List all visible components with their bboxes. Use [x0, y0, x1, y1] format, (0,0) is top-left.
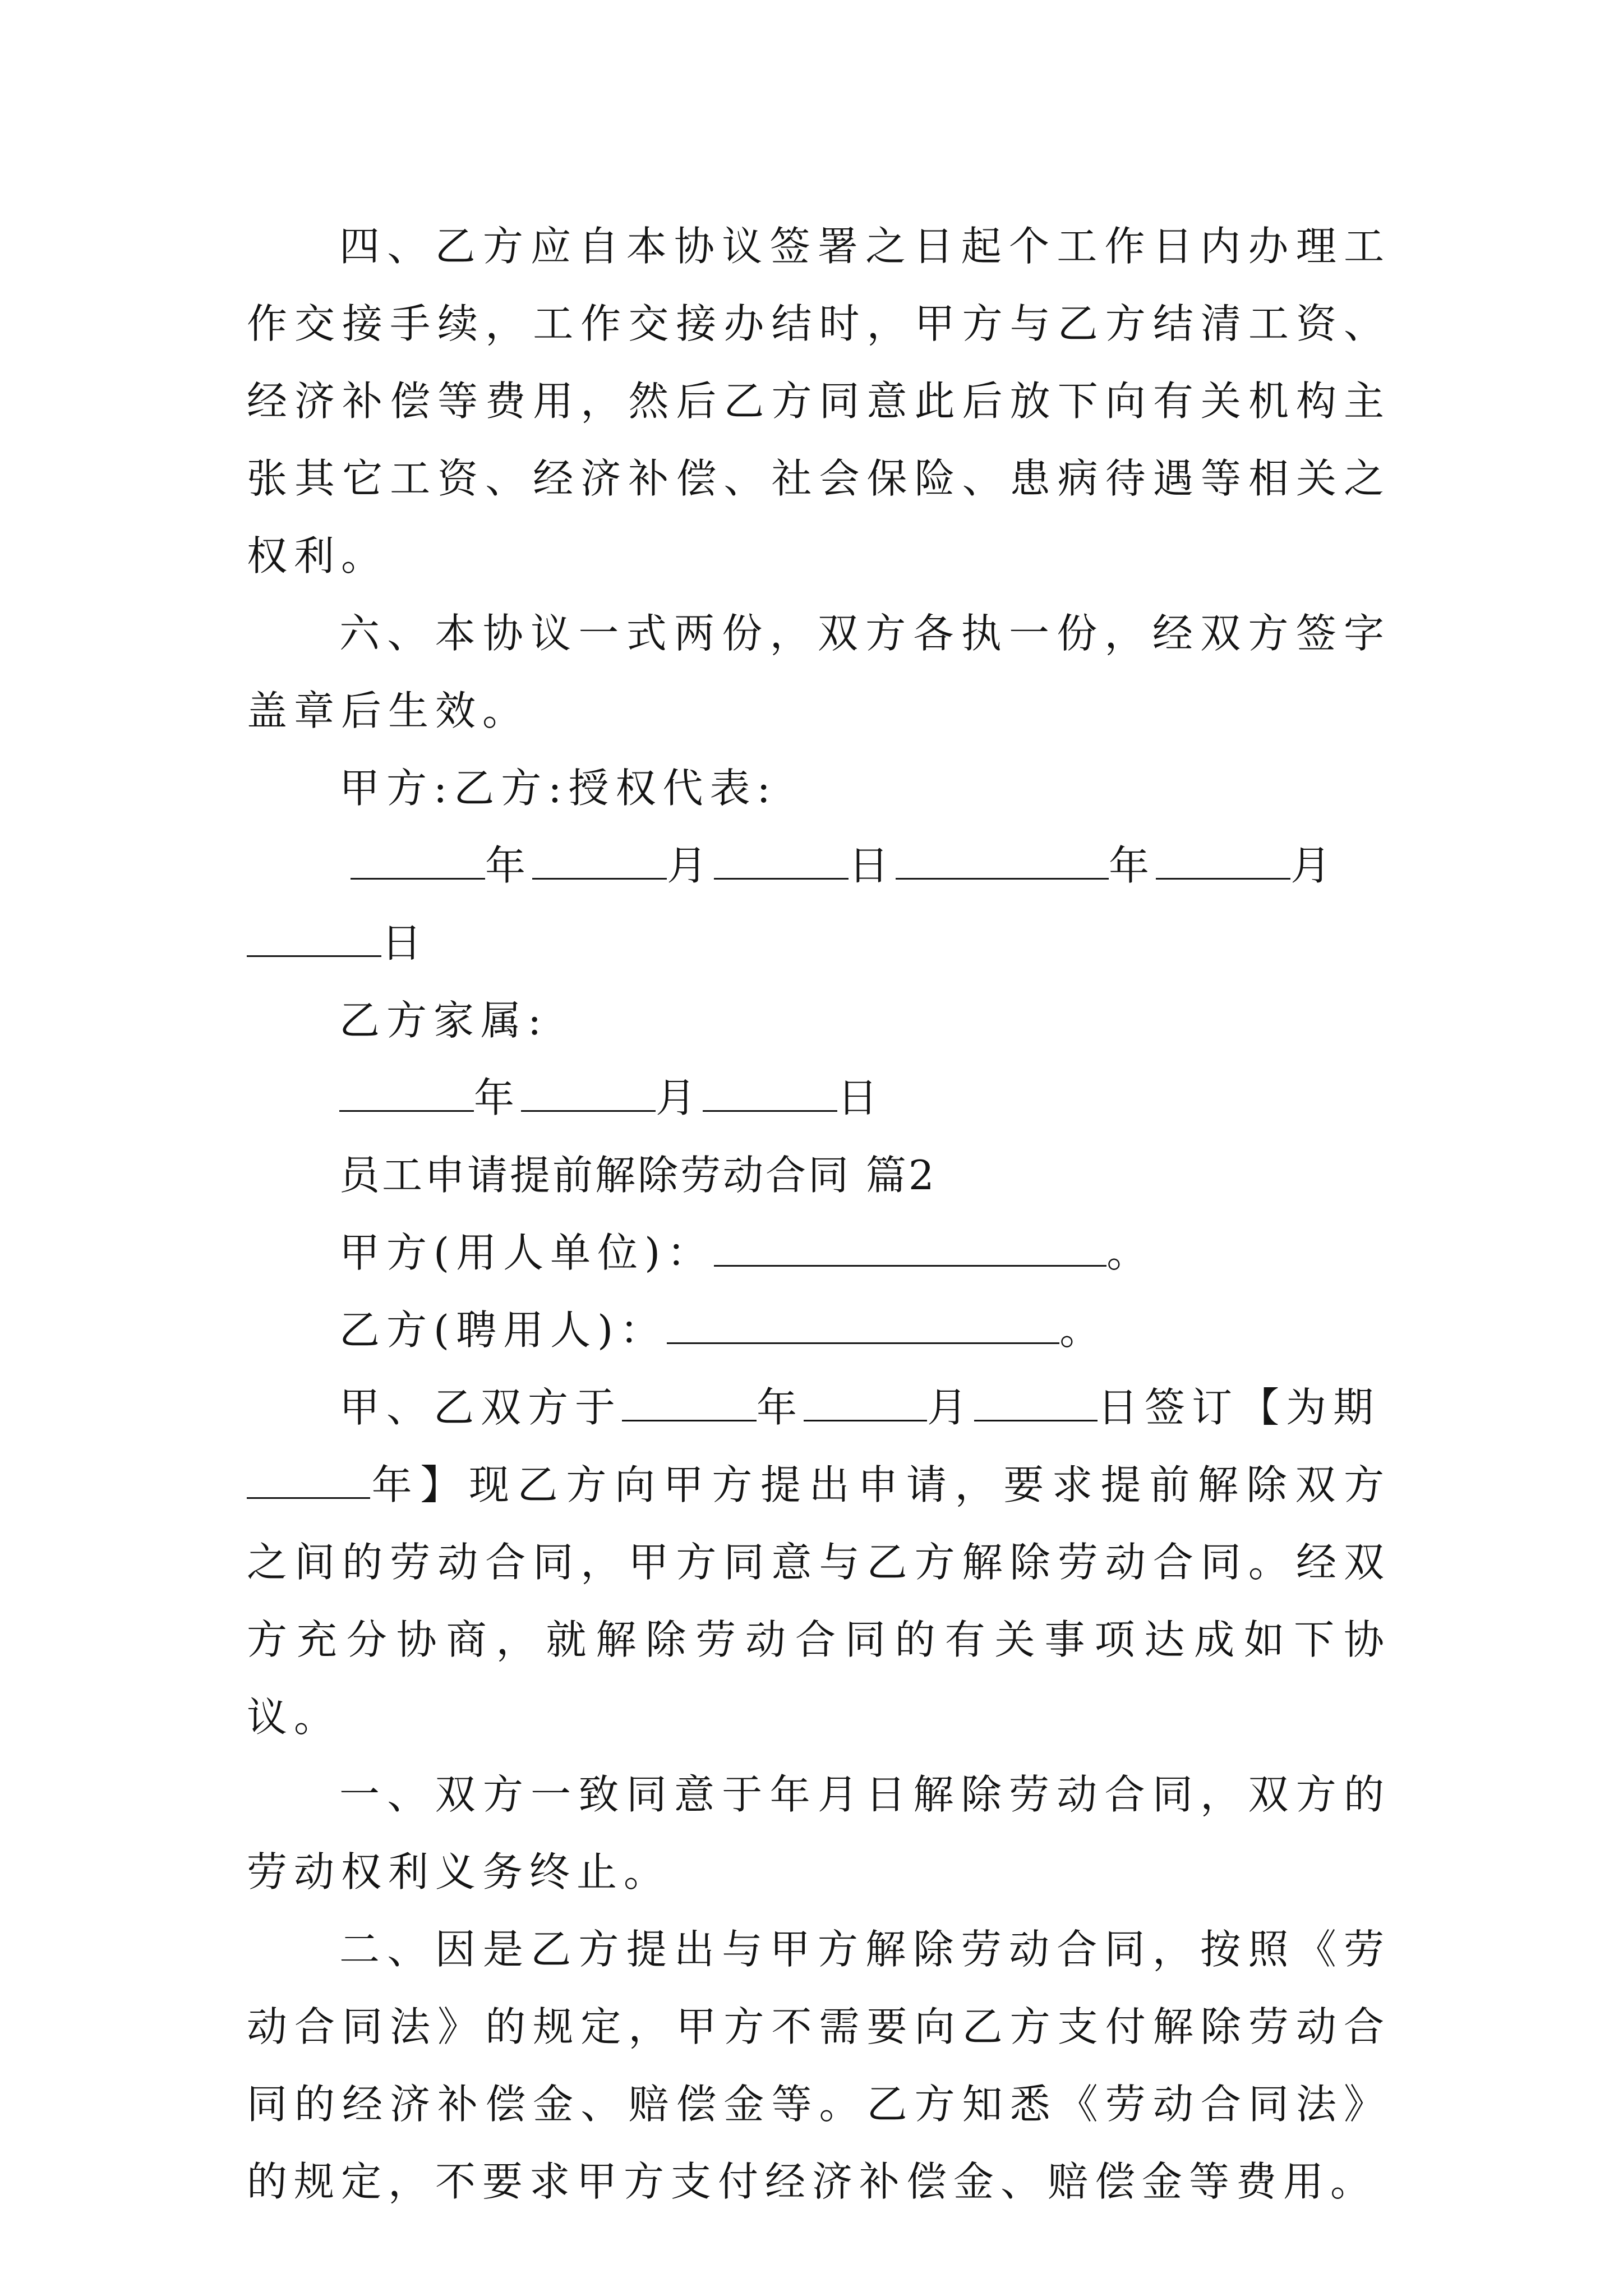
month-label: 月: [667, 842, 714, 889]
year-blank: [622, 1386, 757, 1421]
party-b-line: [247, 1291, 1391, 1369]
period: 。: [1106, 1229, 1154, 1276]
section-title: 员工申请提前解除劳动合同 篇2: [339, 1152, 937, 1199]
year-label: 年: [474, 1074, 522, 1121]
year-label: 年: [485, 842, 533, 889]
year-blank: [896, 844, 1109, 880]
month-label: 月: [1290, 842, 1338, 889]
year-blank: [351, 844, 485, 880]
month-blank: [1156, 844, 1290, 880]
sign-intro-line: [247, 1369, 1391, 1446]
day-label: 日: [837, 1074, 885, 1121]
party-b-blank: [667, 1309, 1059, 1344]
party-b-label: 乙方(聘用人)：: [339, 1306, 667, 1354]
month-blank: [521, 1076, 656, 1112]
signature-line: 甲方:乙方:授权代表:: [339, 765, 777, 812]
clause-one: 一、双方一致同意于年月日解除劳动合同，双方的劳动权利义务终止。: [247, 1771, 1391, 1895]
clause-six: 六、本协议一式两份，双方各执一份，经双方签字盖章后生效。: [247, 610, 1391, 734]
day-blank: [714, 844, 849, 880]
clause-two: 二、因是乙方提出与甲方解除劳动合同，按照《劳动合同法》的规定，甲方不需要向乙方支付解除劳动合同的经济补偿金、赔偿金等。乙方知悉《劳动合同法》的规定，不要求甲方支付经济补偿金、赔偿金等费用。: [247, 1926, 1391, 2205]
family-date-line: [247, 1059, 1391, 1137]
party-a-blank: [714, 1231, 1106, 1267]
family-label: 乙方家属:: [339, 997, 548, 1044]
signature-date-line: [247, 827, 1391, 904]
party-a-label: 甲方(用人单位)：: [339, 1229, 714, 1276]
party-a-line: [247, 1214, 1391, 1291]
day-blank: [974, 1386, 1098, 1421]
document-body: [247, 208, 1391, 2220]
month-blank: [804, 1386, 927, 1421]
month-label: 月: [656, 1074, 703, 1121]
sign-intro-rest-text: 年】现乙方向甲方提出申请，要求提前解除双方之间的劳动合同，甲方同意与乙方解除劳动合同。经双方充分协商，就解除劳动合同的有关事项达成如下协议。: [247, 1461, 1391, 1741]
year-label: 年: [757, 1384, 804, 1431]
sign-intro-signed: 日签订【为期: [1098, 1384, 1381, 1431]
year-blank: [339, 1076, 474, 1112]
day-label: 日: [849, 842, 896, 889]
signature-date-line-cont: [247, 904, 1391, 982]
sign-intro-start: 甲、乙双方于: [339, 1384, 623, 1431]
sign-intro-rest: [247, 1446, 1391, 1756]
month-blank: [532, 844, 667, 880]
month-label: 月: [927, 1384, 975, 1431]
term-years-blank: [247, 1464, 370, 1499]
year-label: 年: [1109, 842, 1156, 889]
period: 。: [1059, 1306, 1107, 1354]
day-blank: [247, 922, 381, 957]
clause-four: 四、乙方应自本协议签署之日起个工作日内办理工作交接手续，工作交接办结时，甲方与乙方结清工资、经济补偿等费用，然后乙方同意此后放下向有关机构主张其它工资、经济补偿、社会保险、患病待遇等相关之权利。: [247, 223, 1391, 579]
day-blank: [703, 1076, 837, 1112]
day-label: 日: [381, 919, 429, 967]
